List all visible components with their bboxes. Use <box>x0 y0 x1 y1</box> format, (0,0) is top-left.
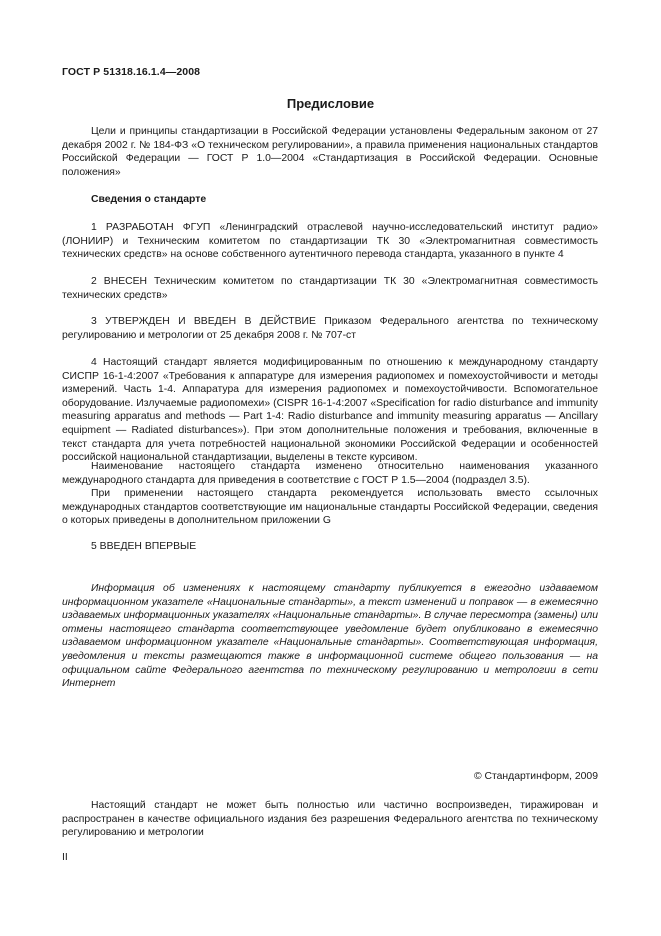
item-4-usage-note: При применении настоящего стандарта рекомендуется использовать вместо ссылочных международных стандартов соответствующие им национальные стандарты Российской Федерации, сведения о которых приведены в дополнительном приложении G <box>62 488 598 527</box>
copyright: © Стандартинформ, 2009 <box>473 771 598 782</box>
section-heading: Сведения о стандарте <box>91 194 207 205</box>
item-4-name-note: Наименование настоящего стандарта изменено относительно наименования указанного международного стандарта для приведения в соответствие с ГОСТ Р 1.5—2004 (подраздел 3.5). <box>62 461 598 486</box>
item-5-paragraph: 5 ВВЕДЕН ВПЕРВЫЕ <box>91 541 197 552</box>
item-4-paragraph: 4 Настоящий стандарт является модифицированным по отношению к международному стандарту СИСПР 16-1-4:2007 «Требования к аппаратуре для измерения радиопомех и помехоустойчивости и методы измерений. Часть 1-4. Аппаратура для измерения радиопомех и помехоустойчивости. Вспомогательное оборудование. Излучаемые радиопомехи» (CISPR 16-1-4:2007 «Specification for radio disturbance and immunity measuring apparatus and methods — Part 1-4: Radio disturbance and immunity measuring apparatus — Ancillary equipment — Radiated disturbances»). При этом дополнительные положения и требования, включенные в текст стандарта для учета потребностей национальной экономики Российской Федерации и особенностей российской национальной стандартизации, выделены в тексте курсивом. <box>62 357 598 464</box>
standard-code: ГОСТ Р 51318.16.1.4—2008 <box>62 66 201 78</box>
change-notice: Информация об изменениях к настоящему стандарту публикуется в ежегодно издаваемом информационном указателе «Национальные стандарты», а текст изменений и поправок — в ежемесячно издаваемых информационных указателях «Национальные стандарты». В случае пересмотра (замены) или отмены настоящего стандарта соответствующее уведомление будет опубликовано в ежемесячно издаваемом информационном указателе «Национальные стандарты». Соответствующая информация, уведомления и тексты размещаются также в информационной системе общего пользования — на официальном сайте Федерального агентства по техническому регулированию и метрологии в сети Интернет <box>62 583 598 690</box>
item-2-paragraph: 2 ВНЕСЕН Техническим комитетом по стандартизации ТК 30 «Электромагнитная совместимость технических средств» <box>62 276 598 301</box>
rights-notice: Настоящий стандарт не может быть полностью или частично воспроизведен, тиражирован и распространен в качестве официального издания без разрешения Федерального агентства по техническому регулированию и метрологии <box>62 800 598 839</box>
intro-paragraph: Цели и принципы стандартизации в Российской Федерации установлены Федеральным законом от 27 декабря 2002 г. № 184-ФЗ «О техническом регулировании», а правила применения национальных стандартов Российской Федерации — ГОСТ Р 1.0—2004 «Стандартизация в Российской Федерации. Основные положения» <box>62 126 598 178</box>
page-number: II <box>62 852 68 863</box>
page-title: Предисловие <box>286 96 375 111</box>
item-1-paragraph: 1 РАЗРАБОТАН ФГУП «Ленинградский отраслевой научно-исследовательский институт радио» (ЛОНИИР) и Техническим комитетом по стандартизации ТК 30 «Электромагнитная совместимость технических средств» на основе собственного аутентичного перевода стандарта, указанного в пункте 4 <box>62 222 598 261</box>
item-3-paragraph: 3 УТВЕРЖДЕН И ВВЕДЕН В ДЕЙСТВИЕ Приказом Федерального агентства по техническому регулированию и метрологии от 25 декабря 2008 г. № 707-ст <box>62 316 598 341</box>
